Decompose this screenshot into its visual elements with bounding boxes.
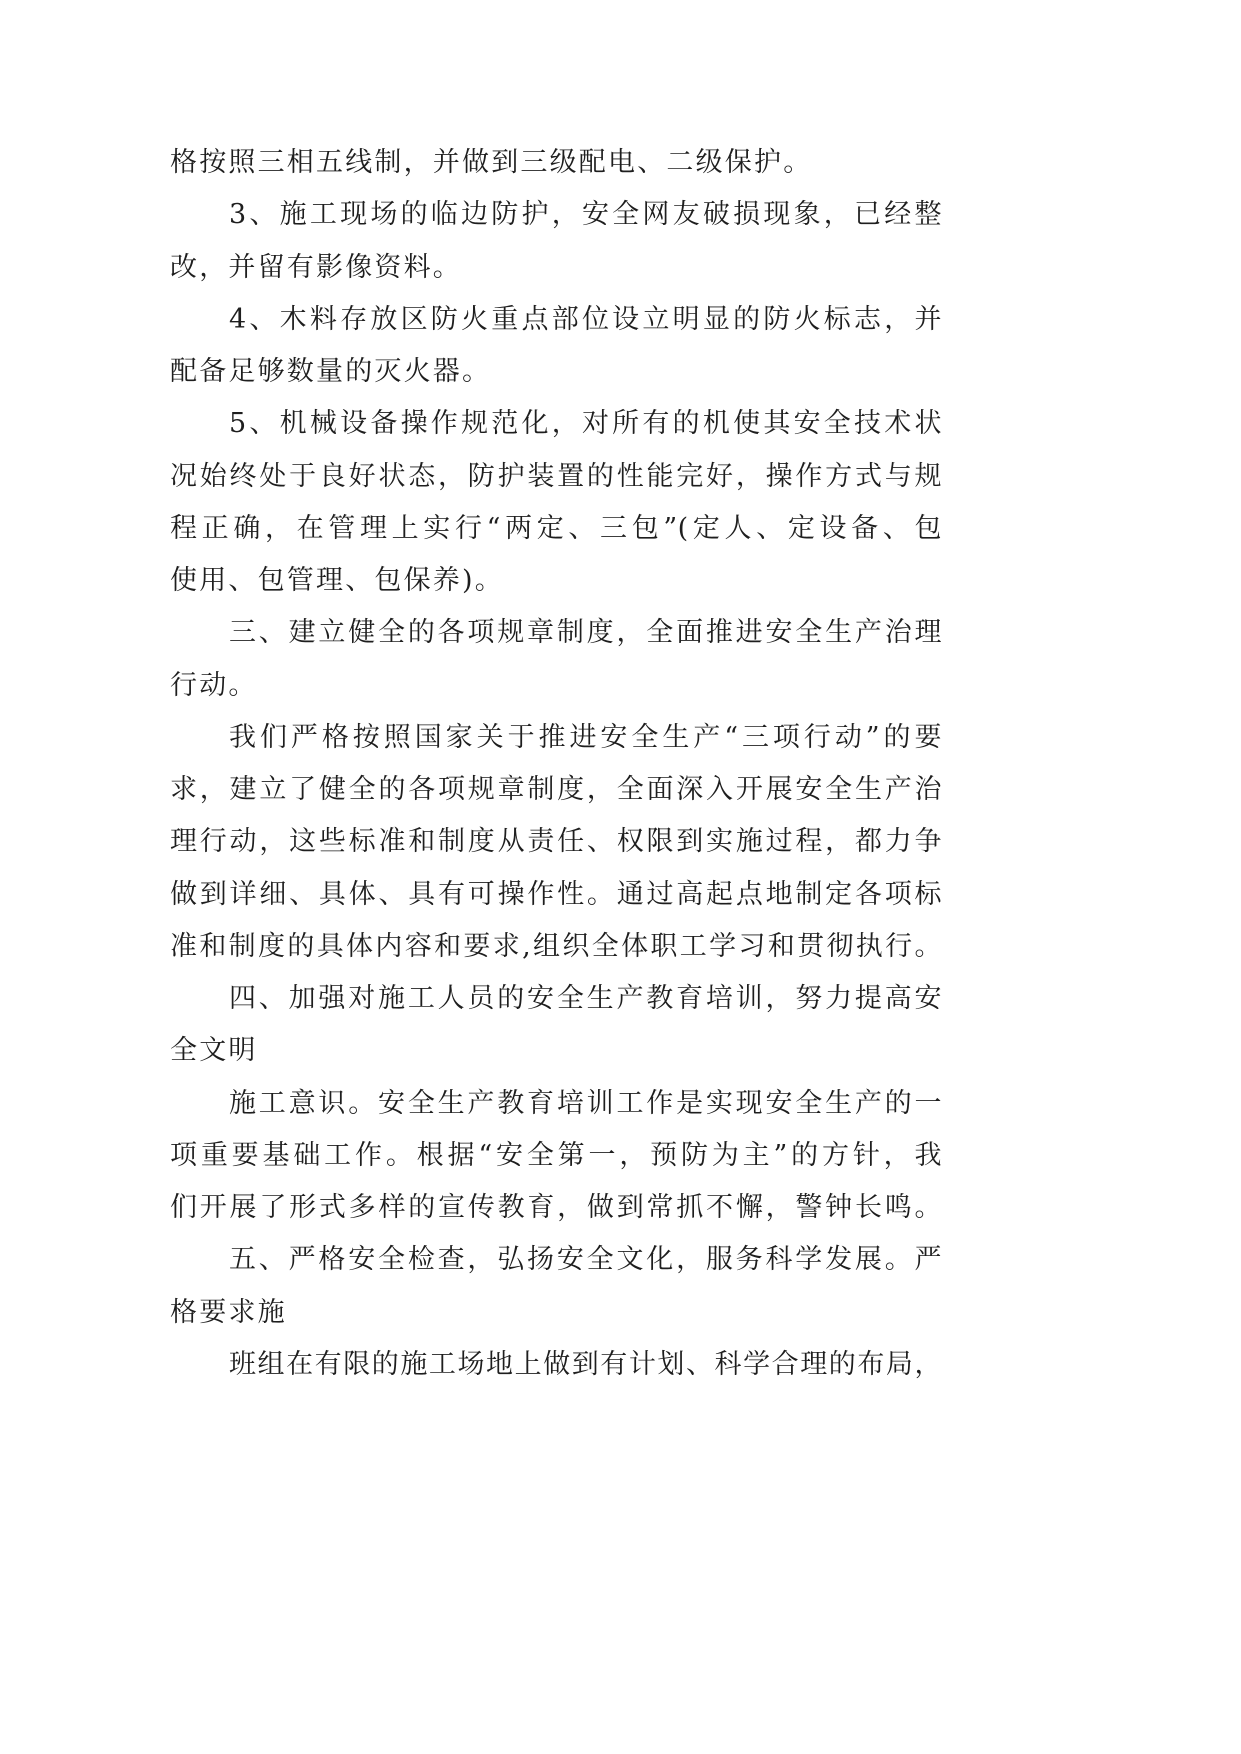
text-line: 使用、包管理、包保养)。	[170, 565, 504, 596]
paragraph	[170, 294, 942, 399]
text-line: 5、机械设备操作规范化，对所有的机使其安全技术状	[229, 408, 942, 440]
text-line: 求，建立了健全的各项规章制度，全面深入开展安全生产治	[170, 774, 942, 805]
text-line: 班组在有限的施工场地上做到有计划、科学合理的布局，	[229, 1348, 942, 1380]
text-line: 准和制度的具体内容和要求,组织全体职工学习和贯彻执行。	[170, 930, 942, 962]
paragraph	[170, 189, 942, 294]
text-line: 格按照三相五线制，并做到三级配电、二级保护。	[170, 147, 813, 178]
text-line: 我们严格按照国家关于推进安全生产“三项行动”的要	[229, 721, 942, 753]
text-line: 4、木料存放区防火重点部位设立明显的防火标志，并	[229, 303, 942, 335]
paragraph	[170, 398, 942, 607]
section-heading-line: 格要求施	[170, 1296, 287, 1328]
section-heading-line: 五、严格安全检查，弘扬安全文化，服务科学发展。严	[229, 1244, 942, 1276]
text-line: 施工意识。安全生产教育培训工作是实现安全生产的一	[229, 1087, 942, 1119]
document-body	[170, 137, 942, 1391]
text-line: 况始终处于良好状态，防护装置的性能完好，操作方式与规	[170, 460, 942, 492]
paragraph	[170, 712, 942, 973]
paragraph	[170, 607, 942, 712]
text-line: 改，并留有影像资料。	[170, 251, 462, 283]
text-line: 程正确，在管理上实行“两定、三包”(定人、定设备、包	[170, 512, 942, 544]
text-line: 配备足够数量的灭火器。	[170, 356, 492, 387]
paragraph	[170, 1339, 942, 1391]
text-line: 理行动，这些标准和制度从责任、权限到实施过程，都力争	[170, 826, 942, 858]
paragraph	[170, 1234, 942, 1339]
paragraph	[170, 973, 942, 1078]
text-line: 3、施工现场的临边防护，安全网友破损现象，已经整	[229, 199, 942, 231]
text-line: 项重要基础工作。根据“安全第一，预防为主”的方针，我	[170, 1139, 942, 1171]
paragraph	[170, 137, 942, 189]
text-line: 们开展了形式多样的宣传教育，做到常抓不懈，警钟长鸣。	[170, 1192, 942, 1223]
section-heading-line: 行动。	[170, 669, 258, 701]
section-heading-line: 全文明	[170, 1035, 258, 1067]
paragraph	[170, 1078, 942, 1235]
section-heading-line: 三、建立健全的各项规章制度，全面推进安全生产治理	[229, 617, 942, 649]
text-line: 做到详细、具体、具有可操作性。通过高起点地制定各项标	[170, 878, 942, 910]
section-heading-line: 四、加强对施工人员的安全生产教育培训，努力提高安	[229, 983, 942, 1014]
